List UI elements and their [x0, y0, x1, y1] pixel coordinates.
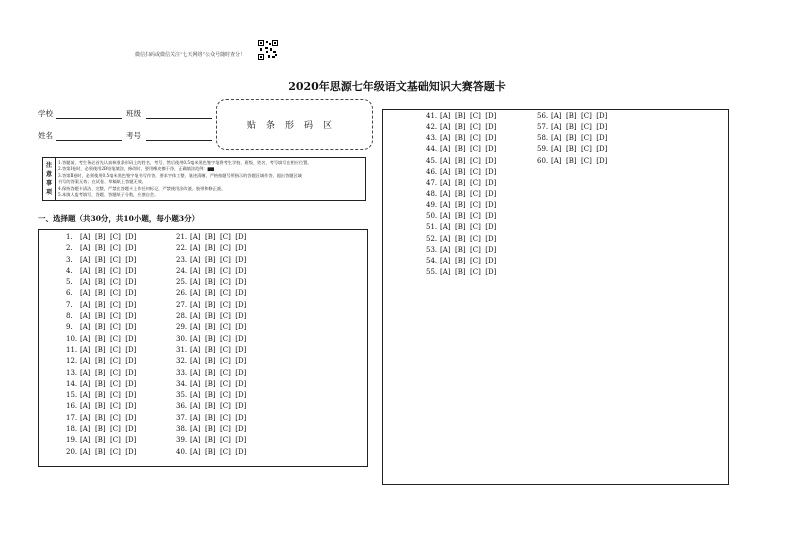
question-number: 31.	[176, 345, 188, 354]
question-number: 16.	[66, 402, 78, 411]
answer-row[interactable]	[176, 447, 246, 458]
answer-options[interactable]: [A] [B] [C] [D]	[80, 391, 137, 400]
answer-options[interactable]: [A] [B] [C] [D]	[190, 244, 247, 253]
answer-row[interactable]	[176, 232, 246, 243]
answer-row[interactable]	[426, 200, 496, 211]
answer-options[interactable]: [A] [B] [C] [D]	[80, 345, 137, 354]
answer-row[interactable]	[66, 311, 136, 322]
exam-no-label: 考号	[126, 131, 141, 140]
question-number: 17.	[66, 413, 78, 422]
question-number: 51.	[426, 223, 438, 232]
question-number: 11.	[66, 345, 78, 354]
exam-no-field[interactable]	[146, 130, 212, 141]
answer-options[interactable]: [A] [B] [C] [D]	[440, 112, 497, 120]
question-number: 30.	[176, 334, 188, 343]
answer-options[interactable]: [A] [B] [C] [D]	[440, 189, 497, 198]
question-number: 48.	[426, 189, 438, 198]
name-field[interactable]	[56, 130, 122, 141]
answer-row[interactable]	[66, 413, 136, 424]
answer-row[interactable]	[176, 266, 246, 277]
question-number: 29.	[176, 323, 188, 332]
question-number: 20.	[66, 447, 78, 456]
answer-options[interactable]: [A] [B] [C] [D]	[190, 323, 247, 332]
answer-options[interactable]: [A] [B] [C] [D]	[190, 289, 247, 298]
notice-body	[58, 160, 363, 198]
question-number: 42.	[426, 123, 438, 132]
answer-options[interactable]: [A] [B] [C] [D]	[440, 267, 497, 276]
answer-options[interactable]: [A] [B] [C] [D]	[440, 123, 497, 132]
answer-row[interactable]	[176, 379, 246, 390]
answer-row[interactable]	[176, 368, 246, 379]
answer-options[interactable]: [A] [B] [C] [D]	[80, 425, 137, 434]
question-number: 22.	[176, 244, 188, 253]
answer-row[interactable]	[176, 300, 246, 311]
answer-options[interactable]: [A] [B] [C] [D]	[80, 436, 137, 445]
answer-row[interactable]	[66, 266, 136, 277]
answer-row[interactable]	[426, 267, 496, 278]
answer-options[interactable]: [A] [B] [C] [D]	[80, 300, 137, 309]
question-number: 54.	[426, 256, 438, 265]
answer-row[interactable]	[176, 322, 246, 333]
answer-options[interactable]: [A] [B] [C] [D]	[551, 134, 608, 143]
answer-options[interactable]: [A] [B] [C] [D]	[440, 167, 497, 176]
school-field[interactable]	[56, 108, 122, 119]
answer-row[interactable]	[176, 255, 246, 266]
answer-options[interactable]: [A] [B] [C] [D]	[190, 447, 247, 456]
answer-options[interactable]: [A] [B] [C] [D]	[80, 244, 137, 253]
page-title: 2020年思源七年级语文基础知识大赛答题卡	[288, 80, 506, 93]
answer-options[interactable]: [A] [B] [C] [D]	[80, 289, 137, 298]
question-number: 47.	[426, 178, 438, 187]
answer-row[interactable]	[426, 144, 496, 155]
answer-row[interactable]	[66, 424, 136, 435]
question-number: 25.	[176, 278, 188, 287]
answer-options[interactable]: [A] [B] [C] [D]	[80, 357, 137, 366]
barcode-area: 贴条形码区	[216, 99, 373, 150]
answer-row[interactable]	[66, 300, 136, 311]
answer-options[interactable]: [A] [B] [C] [D]	[190, 312, 247, 321]
question-number: 19.	[66, 436, 78, 445]
question-column-3	[426, 111, 496, 278]
school-label: 学校	[38, 109, 53, 118]
question-number: 59.	[537, 145, 549, 154]
question-number: 44.	[426, 145, 438, 154]
question-number: 40.	[176, 447, 188, 456]
answer-options[interactable]: [A] [B] [C] [D]	[80, 413, 137, 422]
notice-line: 2.答第Ⅰ卷时，必须使用2B铅笔填涂，修改时，要用橡皮擦干净，正确填涂范例：▆▆	[58, 166, 215, 172]
answer-options[interactable]: [A] [B] [C] [D]	[190, 266, 247, 275]
name-label: 姓名	[38, 131, 53, 140]
answer-row[interactable]	[537, 122, 607, 133]
notice-line: 3.答第Ⅱ卷时，必须使用0.5毫米黑色签字笔书写作答，要求字体工整、笔迹清晰，严格按题号所指示的答题区域作答，超出答题区域	[58, 172, 302, 178]
answer-options[interactable]: [A] [B] [C] [D]	[440, 201, 497, 210]
question-number: 49.	[426, 201, 438, 210]
answer-row[interactable]	[66, 447, 136, 458]
answer-options[interactable]: [A] [B] [C] [D]	[440, 134, 497, 143]
answer-row[interactable]	[176, 424, 246, 435]
answer-options[interactable]: [A] [B] [C] [D]	[440, 156, 497, 165]
answer-options[interactable]: [A] [B] [C] [D]	[551, 145, 608, 154]
answer-options[interactable]: [A] [B] [C] [D]	[80, 368, 137, 377]
question-number: 55.	[426, 267, 438, 276]
answer-options[interactable]: [A] [B] [C] [D]	[190, 357, 247, 366]
question-number: 46.	[426, 167, 438, 176]
answer-row[interactable]	[426, 189, 496, 200]
answer-row[interactable]	[66, 243, 136, 254]
question-number: 2.	[66, 244, 73, 253]
question-number: 33.	[176, 368, 188, 377]
question-number: 12.	[66, 357, 78, 366]
question-number: 24.	[176, 266, 188, 275]
question-number: 38.	[176, 425, 188, 434]
answer-options[interactable]: [A] [B] [C] [D]	[440, 223, 497, 232]
notice-line: 书写的答案无效；在试卷、草稿纸上答题无效。	[58, 179, 146, 185]
answer-options[interactable]: [A] [B] [C] [D]	[80, 278, 137, 287]
answer-options[interactable]: [A] [B] [C] [D]	[440, 256, 497, 265]
question-number: 60.	[537, 156, 549, 165]
question-number: 56.	[537, 112, 549, 120]
question-number: 14.	[66, 379, 78, 388]
answer-row[interactable]	[176, 390, 246, 401]
section-title: 一、选择题（共30分，共10小题，每小题3分）	[38, 214, 200, 223]
answer-options[interactable]: [A] [B] [C] [D]	[551, 123, 608, 132]
answer-row[interactable]	[176, 311, 246, 322]
answer-options[interactable]: [A] [B] [C] [D]	[551, 156, 608, 165]
notice-line: 1.答题前，考生务必首先认真核准条形码上的姓名、考号，然后使用0.5毫米黑色签字笔将考生学校、班级、姓名、考号填写在相应位置。	[58, 160, 312, 165]
question-number: 10.	[66, 334, 78, 343]
question-number: 35.	[176, 391, 188, 400]
question-number: 23.	[176, 255, 188, 264]
answer-options[interactable]: [A] [B] [C] [D]	[80, 379, 137, 388]
answer-options[interactable]: [A] [B] [C] [D]	[440, 178, 497, 187]
answer-options[interactable]: [A] [B] [C] [D]	[190, 368, 247, 377]
question-number: 36.	[176, 402, 188, 411]
answer-options[interactable]: [A] [B] [C] [D]	[190, 379, 247, 388]
question-number: 57.	[537, 123, 549, 132]
answer-options[interactable]: [A] [B] [C] [D]	[190, 278, 247, 287]
answer-row[interactable]	[426, 111, 496, 122]
answer-row[interactable]	[66, 368, 136, 379]
answer-options[interactable]: [A] [B] [C] [D]	[80, 233, 137, 241]
answer-row[interactable]	[66, 288, 136, 299]
question-number: 8.	[66, 312, 73, 321]
answer-row[interactable]	[176, 277, 246, 288]
qr-caption: 微信扫码或微信关注“七天网络”公众号随时查分！	[135, 52, 246, 58]
question-column-1	[66, 232, 136, 458]
question-number: 52.	[426, 234, 438, 243]
answer-options[interactable]: [A] [B] [C] [D]	[440, 234, 497, 243]
question-number: 50.	[426, 212, 438, 221]
question-number: 43.	[426, 134, 438, 143]
class-field[interactable]	[146, 108, 212, 119]
question-number: 3.	[66, 255, 73, 264]
question-number: 9.	[66, 323, 73, 332]
answer-row[interactable]	[66, 232, 136, 243]
answer-options[interactable]: [A] [B] [C] [D]	[80, 323, 137, 332]
answer-row[interactable]	[66, 322, 136, 333]
answer-row[interactable]	[176, 356, 246, 367]
answer-options[interactable]: [A] [B] [C] [D]	[190, 436, 247, 445]
answer-options[interactable]: [A] [B] [C] [D]	[80, 266, 137, 275]
answer-options[interactable]: [A] [B] [C] [D]	[190, 413, 247, 422]
answer-options[interactable]: [A] [B] [C] [D]	[80, 334, 137, 343]
notice-line: 4.保持答题卡清洁、完整，严禁在答题卡上作任何标记，严禁使用涂改液、胶带和修正液。	[58, 185, 226, 191]
answer-row[interactable]	[426, 122, 496, 133]
answer-options[interactable]: [A] [B] [C] [D]	[190, 255, 247, 264]
question-number: 27.	[176, 300, 188, 309]
answer-row[interactable]	[537, 111, 607, 122]
qr-code	[258, 40, 278, 60]
answer-row[interactable]	[537, 144, 607, 155]
answer-row[interactable]	[66, 334, 136, 345]
question-number: 18.	[66, 425, 78, 434]
notice-line: 5.本填人监考填写，答题、答题纸子分数，应凛自会。	[58, 192, 159, 198]
answer-options[interactable]: [A] [B] [C] [D]	[80, 447, 137, 456]
question-number: 21.	[176, 233, 188, 241]
notice-box	[42, 157, 366, 201]
answer-options[interactable]: [A] [B] [C] [D]	[80, 402, 137, 411]
answer-row[interactable]	[176, 345, 246, 356]
question-number: 32.	[176, 357, 188, 366]
question-number: 53.	[426, 245, 438, 254]
answer-row[interactable]	[66, 277, 136, 288]
answer-options[interactable]: [A] [B] [C] [D]	[80, 255, 137, 264]
class-label: 班级	[126, 109, 141, 118]
answer-row[interactable]	[426, 256, 496, 267]
answer-row[interactable]	[426, 167, 496, 178]
answer-row[interactable]	[66, 356, 136, 367]
answer-row[interactable]	[176, 435, 246, 446]
answer-row[interactable]	[426, 156, 496, 167]
answer-row[interactable]	[176, 243, 246, 254]
answer-row[interactable]	[426, 245, 496, 256]
answer-row[interactable]	[66, 401, 136, 412]
answer-options[interactable]: [A] [B] [C] [D]	[440, 245, 497, 254]
answer-row[interactable]	[426, 133, 496, 144]
question-number: 34.	[176, 379, 188, 388]
answer-row[interactable]	[66, 345, 136, 356]
question-number: 39.	[176, 436, 188, 445]
answer-options[interactable]: [A] [B] [C] [D]	[190, 425, 247, 434]
question-number: 5.	[66, 278, 73, 287]
question-column-4	[537, 111, 607, 167]
answer-row[interactable]	[426, 178, 496, 189]
question-number: 26.	[176, 289, 188, 298]
answer-row[interactable]	[426, 222, 496, 233]
answer-row[interactable]	[66, 255, 136, 266]
answer-options[interactable]: [A] [B] [C] [D]	[190, 334, 247, 343]
answer-row[interactable]	[426, 234, 496, 245]
answer-options[interactable]: [A] [B] [C] [D]	[440, 212, 497, 221]
answer-row[interactable]	[426, 211, 496, 222]
question-number: 4.	[66, 266, 73, 275]
question-number: 13.	[66, 368, 78, 377]
answer-row[interactable]	[176, 413, 246, 424]
question-number: 41.	[426, 112, 438, 120]
answer-row[interactable]	[176, 334, 246, 345]
question-number: 45.	[426, 156, 438, 165]
answer-row[interactable]	[66, 390, 136, 401]
question-number: 58.	[537, 134, 549, 143]
answer-row[interactable]	[66, 379, 136, 390]
answer-options[interactable]: [A] [B] [C] [D]	[190, 345, 247, 354]
question-number: 28.	[176, 312, 188, 321]
notice-heading: 注 意 事 项	[43, 158, 56, 200]
question-number: 37.	[176, 413, 188, 422]
answer-row[interactable]	[176, 288, 246, 299]
answer-row[interactable]	[176, 401, 246, 412]
answer-options[interactable]: [A] [B] [C] [D]	[190, 233, 247, 241]
answer-options[interactable]: [A] [B] [C] [D]	[190, 300, 247, 309]
answer-row[interactable]	[537, 156, 607, 167]
answer-row[interactable]	[66, 435, 136, 446]
question-column-2	[176, 232, 246, 458]
answer-options[interactable]: [A] [B] [C] [D]	[80, 312, 137, 321]
answer-options[interactable]: [A] [B] [C] [D]	[190, 391, 247, 400]
question-number: 15.	[66, 391, 78, 400]
answer-options[interactable]: [A] [B] [C] [D]	[551, 112, 608, 120]
question-number: 7.	[66, 300, 73, 309]
answer-row[interactable]	[537, 133, 607, 144]
answer-options[interactable]: [A] [B] [C] [D]	[190, 402, 247, 411]
question-number: 1.	[66, 233, 73, 241]
question-number: 6.	[66, 289, 73, 298]
answer-options[interactable]: [A] [B] [C] [D]	[440, 145, 497, 154]
